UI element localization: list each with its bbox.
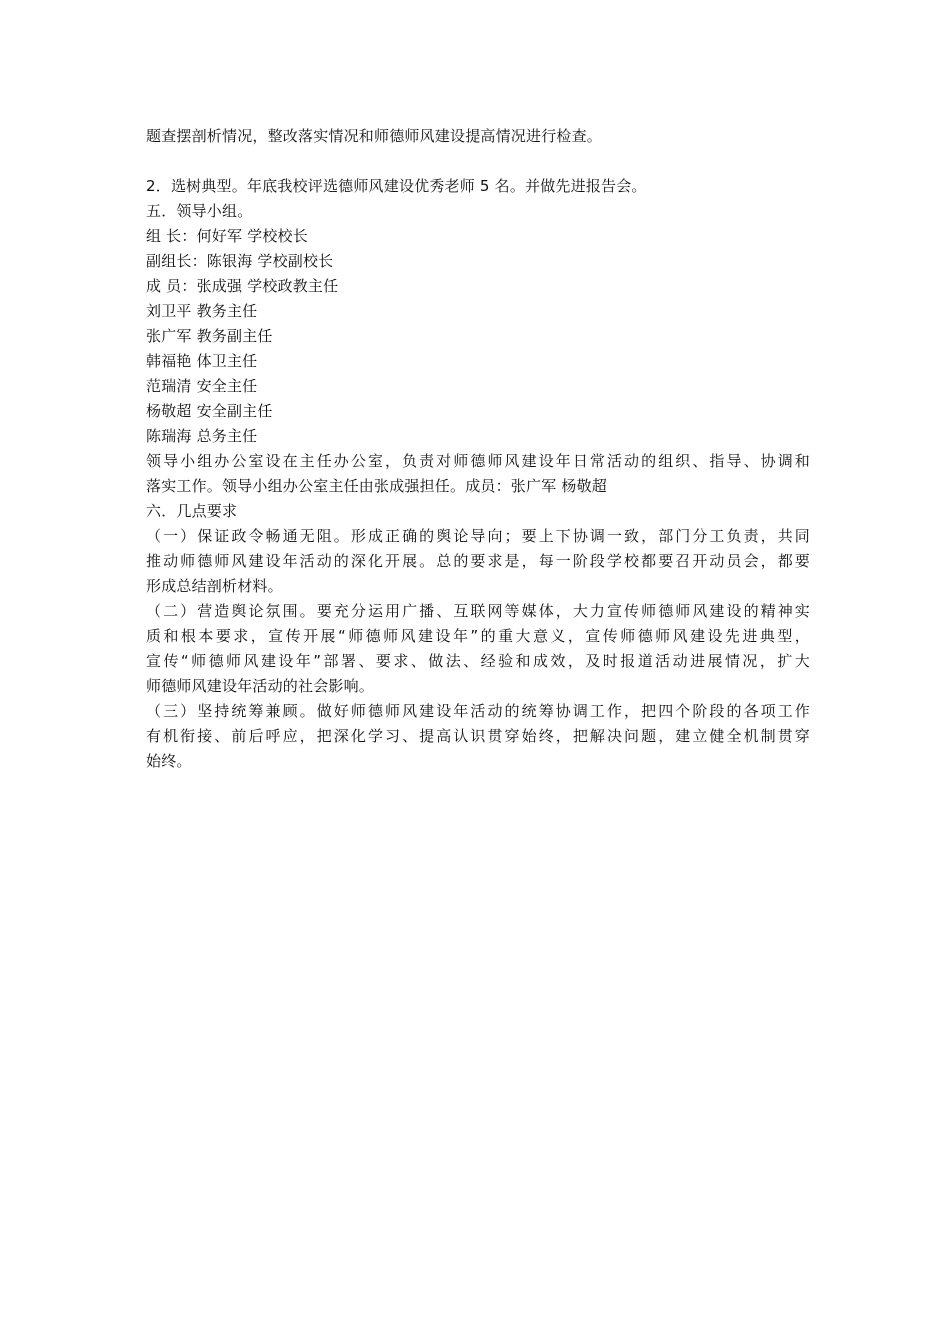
requirement-1-line: （一）保证政令畅通无阻。形成正确的舆论导向；要上下协调一致，部门分工负责，共同: [146, 527, 810, 545]
continuation-paragraph: [146, 124, 810, 149]
member-line: 张广军 教务副主任: [146, 327, 273, 345]
member-line: 成 员：张成强 学校政教主任: [146, 277, 339, 295]
requirement-3-line: （三）坚持统筹兼顾。做好师德师风建设年活动的统筹协调工作，把四个阶段的各项工作: [146, 702, 810, 720]
requirement-2-line: 质和根本要求，宣传开展“师德师风建设年”的重大意义，宣传师德师风建设先进典型，: [146, 627, 810, 645]
section-6-heading: 六．几点要求: [146, 502, 238, 520]
requirement-2-line: 宣传“师德师风建设年”部署、要求、做法、经验和成效，及时报道活动进展情况，扩大: [146, 652, 810, 670]
requirement-1-line: 推动师德师风建设年活动的深化开展。总的要求是，每一阶段学校都要召开动员会，都要: [146, 552, 810, 570]
requirement-2-line: （二）营造舆论氛围。要充分运用广播、互联网等媒体，大力宣传师德师风建设的精神实: [146, 602, 810, 620]
member-line: 杨敬超 安全副主任: [146, 402, 273, 420]
paragraph-line: 题查摆剖析情况，整改落实情况和师德师风建设提高情况进行检查。: [146, 127, 603, 145]
member-line: 刘卫平 教务主任: [146, 302, 258, 320]
requirement-3-line: 始终。: [146, 752, 192, 770]
requirement-2-line: 师德师风建设年活动的社会影响。: [146, 677, 375, 695]
main-text: [146, 174, 810, 774]
member-line: 陈瑞海 总务主任: [146, 427, 258, 445]
member-line: 范瑞清 安全主任: [146, 377, 258, 395]
section-5-heading: 五．领导小组。: [146, 202, 253, 220]
office-line: 落实工作。领导小组办公室主任由张成强担任。成员：张广军 杨敬超: [146, 477, 607, 495]
member-line: 韩福艳 体卫主任: [146, 352, 258, 370]
member-line: 组 长：何好军 学校校长: [146, 227, 308, 245]
requirement-3-line: 有机衔接、前后呼应，把深化学习、提高认识贯穿始终，把解决问题，建立健全机制贯穿: [146, 727, 810, 745]
office-line: 领导小组办公室设在主任办公室，负责对师德师风建设年日常活动的组织、指导、协调和: [146, 452, 810, 470]
item-2-line: 2．选树典型。年底我校评选德师风建设优秀老师 5 名。并做先进报告会。: [146, 177, 647, 195]
requirement-1-line: 形成总结剖析材料。: [146, 577, 283, 595]
member-line: 副组长：陈银海 学校副校长: [146, 252, 334, 270]
